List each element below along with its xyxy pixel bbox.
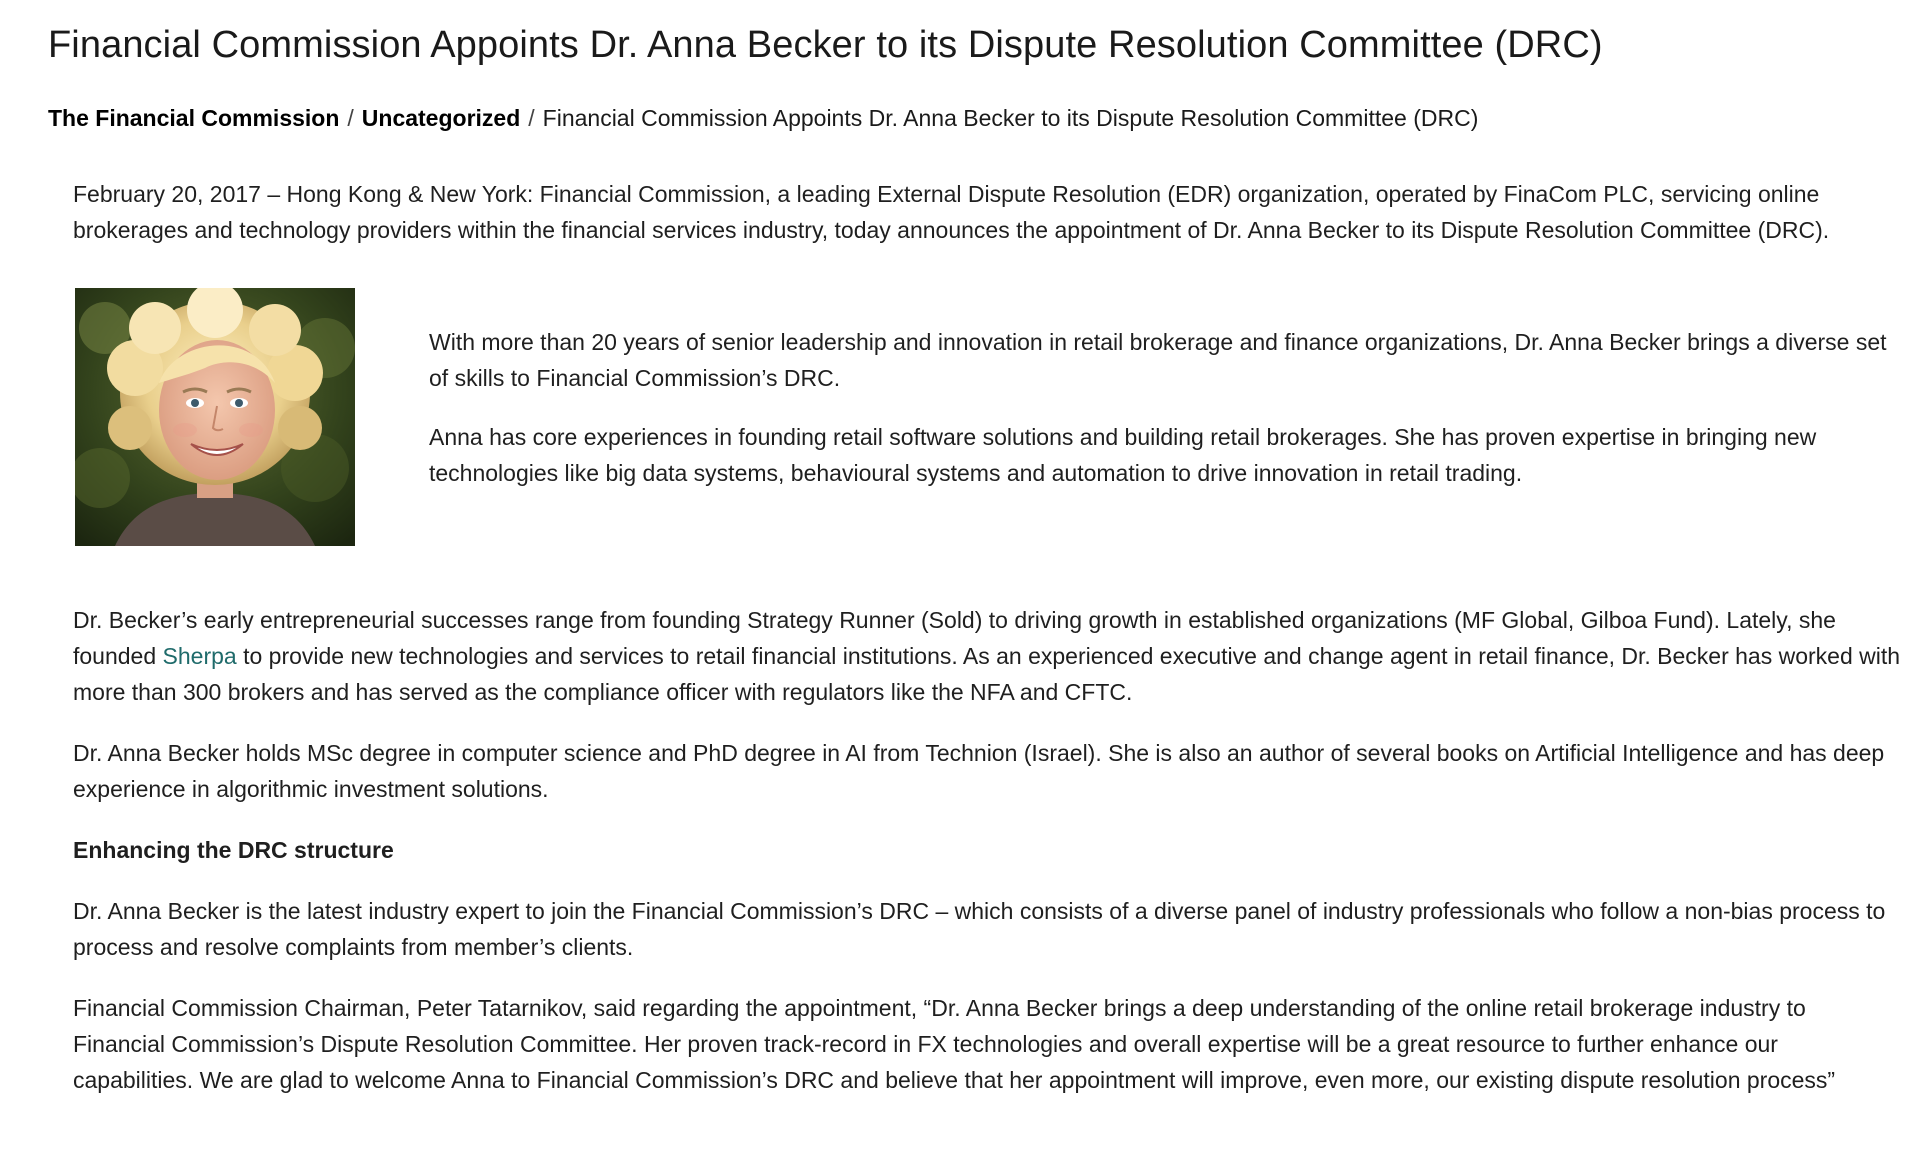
portrait-section — [73, 288, 1903, 550]
chairman-quote-paragraph: Financial Commission Chairman, Peter Tatarnikov, said regarding the appointment, “Dr. Anna Becker brings a deep understanding of the online retail brokerage industry to Financial Commission’s Dispute Resolution Committee. Her proven track-record in FX technologies and overall expertise will be a great resource to further enhance our capabilities. We are glad to welcome Anna to Financial Commission’s DRC and believe that her appointment will improve, even more, our existing dispute resolution process” — [73, 995, 1836, 1093]
portrait-side-text — [429, 324, 1899, 514]
early-success-text-b: to provide new technologies and services to retail financial institutions. As an experienced executive and change agent in retail finance, Dr. Becker has worked with more than 300 brokers and has served as the compliance officer with regulators like the NFA and CFTC. — [73, 643, 1901, 705]
early-success-paragraph — [73, 602, 1903, 710]
sherpa-link[interactable]: Sherpa — [162, 643, 237, 669]
degree-paragraph: Dr. Anna Becker holds MSc degree in computer science and PhD degree in AI from Technion (Israel). She is also an author of several books on Artificial Intelligence and has deep experience in algorithmic investment solutions. — [73, 740, 1885, 802]
breadcrumb-separator: / — [347, 105, 354, 131]
portrait-photo — [75, 288, 355, 546]
breadcrumb — [48, 102, 1478, 134]
section-subheading: Enhancing the DRC structure — [73, 837, 394, 863]
article-body — [73, 176, 1903, 1123]
breadcrumb-category-link[interactable]: Uncategorized — [361, 105, 521, 131]
breadcrumb-current: Financial Commission Appoints Dr. Anna Becker to its Dispute Resolution Committee (DRC) — [542, 105, 1479, 131]
early-success-text-a: Dr. Becker’s early entrepreneurial successes range from founding Strategy Runner (Sold) to driving growth in established organizations (MF Global, Gilboa Fund). Lately, she founded — [73, 607, 1836, 669]
experience-paragraph: With more than 20 years of senior leadership and innovation in retail brokerage and finance organizations, Dr. Anna Becker brings a diverse set of skills to Financial Commission’s DRC. — [429, 329, 1887, 391]
intro-paragraph: February 20, 2017 – Hong Kong & New York: Financial Commission, a leading External Dispute Resolution (EDR) organization, operated by FinaCom PLC, servicing online brokerages and technology providers within the financial services industry, today announces the appointment of Dr. Anna Becker to its Dispute Resolution Committee (DRC). — [73, 181, 1830, 243]
expertise-paragraph: Anna has core experiences in founding retail software solutions and building retail brokerages. She has proven expertise in bringing new technologies like big data systems, behavioural systems and automation to drive innovation in retail trading. — [429, 424, 1817, 486]
breadcrumb-home-link[interactable]: The Financial Commission — [48, 105, 340, 131]
page-title: Financial Commission Appoints Dr. Anna Becker to its Dispute Resolution Committee (DRC) — [48, 24, 1603, 66]
breadcrumb-separator: / — [528, 105, 535, 131]
latest-expert-paragraph: Dr. Anna Becker is the latest industry expert to join the Financial Commission’s DRC – which consists of a diverse panel of industry professionals who follow a non-bias process to process and resolve complaints from member’s clients. — [73, 898, 1886, 960]
